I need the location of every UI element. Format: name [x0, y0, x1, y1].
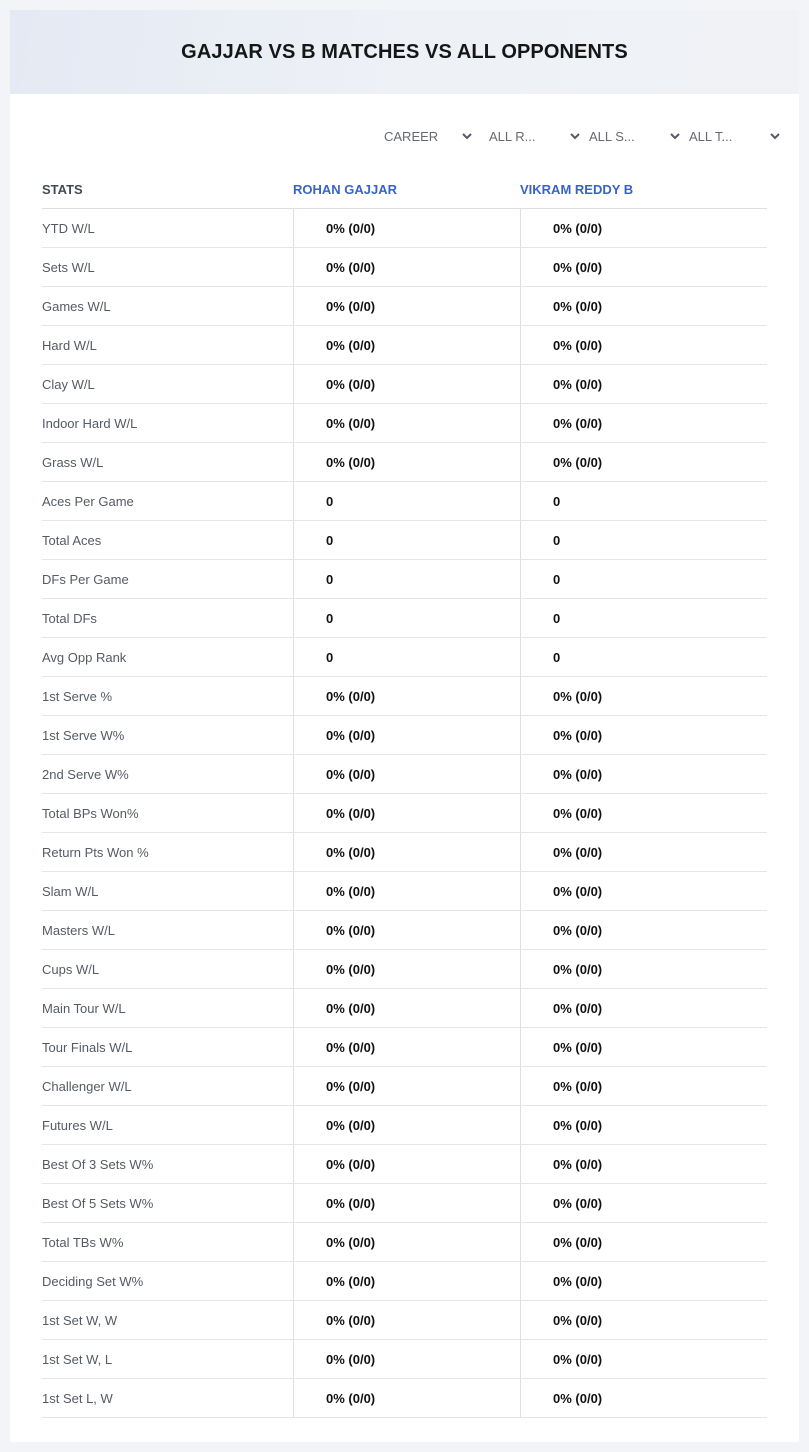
filter-round-label: ALL R...	[489, 128, 536, 144]
player2-stat-value: 0% (0/0)	[520, 911, 767, 949]
table-row	[42, 755, 767, 794]
stat-label: 1st Set W, W	[42, 1312, 118, 1328]
player2-stat-value: 0% (0/0)	[520, 1106, 767, 1144]
player1-stat-value: 0% (0/0)	[293, 950, 520, 988]
player1-name-link[interactable]: ROHAN GAJJAR	[293, 181, 398, 197]
player2-stat-value: 0% (0/0)	[520, 716, 767, 754]
player1-stat-value: 0	[293, 638, 520, 676]
filter-period-label: CAREER	[384, 128, 439, 144]
player1-stat-value: 0% (0/0)	[293, 365, 520, 403]
table-row	[42, 1067, 767, 1106]
stat-label: Cups W/L	[42, 961, 100, 977]
player2-stat-value: 0% (0/0)	[520, 989, 767, 1027]
table-row	[42, 872, 767, 911]
table-row	[42, 1184, 767, 1223]
table-row	[42, 326, 767, 365]
player1-stat-value: 0% (0/0)	[293, 1106, 520, 1144]
filter-bar	[384, 126, 784, 146]
table-row	[42, 1145, 767, 1184]
table-row	[42, 404, 767, 443]
table-row	[42, 1106, 767, 1145]
player1-stat-value: 0% (0/0)	[293, 1301, 520, 1339]
chevron-down-icon	[670, 131, 680, 141]
player2-stat-value: 0% (0/0)	[520, 287, 767, 325]
player1-stat-value: 0% (0/0)	[293, 1184, 520, 1222]
stat-label: 1st Serve %	[42, 688, 113, 704]
stat-label: 1st Set W, L	[42, 1351, 113, 1367]
table-row	[42, 638, 767, 677]
filter-round-select[interactable]	[484, 126, 584, 146]
player1-stat-value: 0% (0/0)	[293, 755, 520, 793]
filter-period-select[interactable]	[384, 126, 484, 146]
table-row	[42, 1223, 767, 1262]
player1-stat-value: 0	[293, 560, 520, 598]
player1-stat-value: 0% (0/0)	[293, 443, 520, 481]
card-header	[10, 10, 799, 94]
player1-stat-value: 0% (0/0)	[293, 1067, 520, 1105]
table-row	[42, 794, 767, 833]
page-title: GAJJAR VS B MATCHES VS ALL OPPONENTS	[181, 40, 628, 63]
stat-label: Masters W/L	[42, 922, 115, 938]
table-row	[42, 716, 767, 755]
filter-surface-select[interactable]	[584, 126, 684, 146]
table-row	[42, 1262, 767, 1301]
player1-stat-value: 0% (0/0)	[293, 911, 520, 949]
filter-surface-label: ALL S...	[589, 128, 635, 144]
stat-label: Challenger W/L	[42, 1078, 132, 1094]
player1-stat-value: 0% (0/0)	[293, 287, 520, 325]
player2-stat-value: 0% (0/0)	[520, 209, 767, 247]
table-row	[42, 1028, 767, 1067]
player2-stat-value: 0% (0/0)	[520, 872, 767, 910]
player1-stat-value: 0% (0/0)	[293, 1028, 520, 1066]
stat-label: Best Of 5 Sets W%	[42, 1195, 154, 1211]
player1-stat-value: 0% (0/0)	[293, 326, 520, 364]
player2-stat-value: 0% (0/0)	[520, 755, 767, 793]
stat-label: 1st Serve W%	[42, 727, 125, 743]
player2-stat-value: 0% (0/0)	[520, 1067, 767, 1105]
player1-stat-value: 0	[293, 599, 520, 637]
stats-card	[10, 10, 799, 1442]
stat-label: Tour Finals W/L	[42, 1039, 133, 1055]
table-row	[42, 1340, 767, 1379]
filter-tournament-select[interactable]	[684, 126, 784, 146]
stat-label: Sets W/L	[42, 259, 95, 275]
table-row	[42, 287, 767, 326]
table-row	[42, 248, 767, 287]
player2-stat-value: 0% (0/0)	[520, 1223, 767, 1261]
table-row	[42, 833, 767, 872]
player1-stat-value: 0% (0/0)	[293, 1379, 520, 1417]
player2-stat-value: 0% (0/0)	[520, 326, 767, 364]
table-row	[42, 365, 767, 404]
player1-stat-value: 0% (0/0)	[293, 1145, 520, 1183]
table-row	[42, 1301, 767, 1340]
player1-stat-value: 0% (0/0)	[293, 677, 520, 715]
player1-stat-value: 0% (0/0)	[293, 404, 520, 442]
table-header	[42, 170, 767, 209]
player2-stat-value: 0% (0/0)	[520, 1301, 767, 1339]
chevron-down-icon	[462, 131, 472, 141]
stats-table	[42, 170, 767, 1418]
table-row	[42, 443, 767, 482]
player2-stat-value: 0% (0/0)	[520, 1340, 767, 1378]
table-row	[42, 560, 767, 599]
player1-stat-value: 0% (0/0)	[293, 1262, 520, 1300]
table-row	[42, 677, 767, 716]
stat-label: 2nd Serve W%	[42, 766, 129, 782]
player2-stat-value: 0	[520, 521, 767, 559]
player2-stat-value: 0% (0/0)	[520, 794, 767, 832]
table-row	[42, 599, 767, 638]
stat-label: Slam W/L	[42, 883, 99, 899]
stat-label: Grass W/L	[42, 454, 104, 470]
player2-stat-value: 0	[520, 560, 767, 598]
stat-label: Clay W/L	[42, 376, 95, 392]
player2-stat-value: 0% (0/0)	[520, 443, 767, 481]
stats-column-header: STATS	[42, 181, 83, 197]
stat-label: Main Tour W/L	[42, 1000, 126, 1016]
stat-label: Total Aces	[42, 532, 102, 548]
stat-label: Futures W/L	[42, 1117, 113, 1133]
chevron-down-icon	[570, 131, 580, 141]
table-row	[42, 989, 767, 1028]
player2-stat-value: 0% (0/0)	[520, 950, 767, 988]
stat-label: Indoor Hard W/L	[42, 415, 138, 431]
stat-label: DFs Per Game	[42, 571, 129, 587]
filter-tournament-label: ALL T...	[689, 128, 733, 144]
stat-label: Hard W/L	[42, 337, 97, 353]
player1-stat-value: 0	[293, 521, 520, 559]
table-row	[42, 521, 767, 560]
stat-label: Total BPs Won%	[42, 805, 139, 821]
player1-stat-value: 0% (0/0)	[293, 1340, 520, 1378]
stat-label: Aces Per Game	[42, 493, 134, 509]
player2-stat-value: 0% (0/0)	[520, 677, 767, 715]
player1-stat-value: 0% (0/0)	[293, 209, 520, 247]
player1-stat-value: 0% (0/0)	[293, 989, 520, 1027]
player1-stat-value: 0% (0/0)	[293, 248, 520, 286]
player2-stat-value: 0	[520, 482, 767, 520]
stat-label: Games W/L	[42, 298, 111, 314]
player2-stat-value: 0% (0/0)	[520, 365, 767, 403]
table-row	[42, 209, 767, 248]
player1-stat-value: 0% (0/0)	[293, 833, 520, 871]
player1-stat-value: 0% (0/0)	[293, 716, 520, 754]
player2-stat-value: 0% (0/0)	[520, 404, 767, 442]
player2-stat-value: 0% (0/0)	[520, 1028, 767, 1066]
player2-stat-value: 0% (0/0)	[520, 1262, 767, 1300]
stat-label: Deciding Set W%	[42, 1273, 144, 1289]
table-row	[42, 482, 767, 521]
stat-label: Total TBs W%	[42, 1234, 124, 1250]
table-row	[42, 911, 767, 950]
stat-label: YTD W/L	[42, 220, 95, 236]
table-body	[42, 209, 767, 1418]
player2-stat-value: 0	[520, 599, 767, 637]
player1-stat-value: 0% (0/0)	[293, 794, 520, 832]
chevron-down-icon	[770, 131, 780, 141]
player2-stat-value: 0% (0/0)	[520, 833, 767, 871]
player2-stat-value: 0% (0/0)	[520, 1379, 767, 1417]
stat-label: 1st Set L, W	[42, 1390, 113, 1406]
player2-stat-value: 0% (0/0)	[520, 248, 767, 286]
player1-stat-value: 0% (0/0)	[293, 872, 520, 910]
player1-stat-value: 0% (0/0)	[293, 1223, 520, 1261]
player2-stat-value: 0% (0/0)	[520, 1184, 767, 1222]
stat-label: Best Of 3 Sets W%	[42, 1156, 154, 1172]
player1-stat-value: 0	[293, 482, 520, 520]
player2-name-link[interactable]: VIKRAM REDDY B	[520, 181, 634, 197]
stat-label: Avg Opp Rank	[42, 649, 127, 665]
stat-label: Return Pts Won %	[42, 844, 149, 860]
table-row	[42, 950, 767, 989]
stat-label: Total DFs	[42, 610, 97, 626]
table-row	[42, 1379, 767, 1418]
player2-stat-value: 0% (0/0)	[520, 1145, 767, 1183]
player2-stat-value: 0	[520, 638, 767, 676]
